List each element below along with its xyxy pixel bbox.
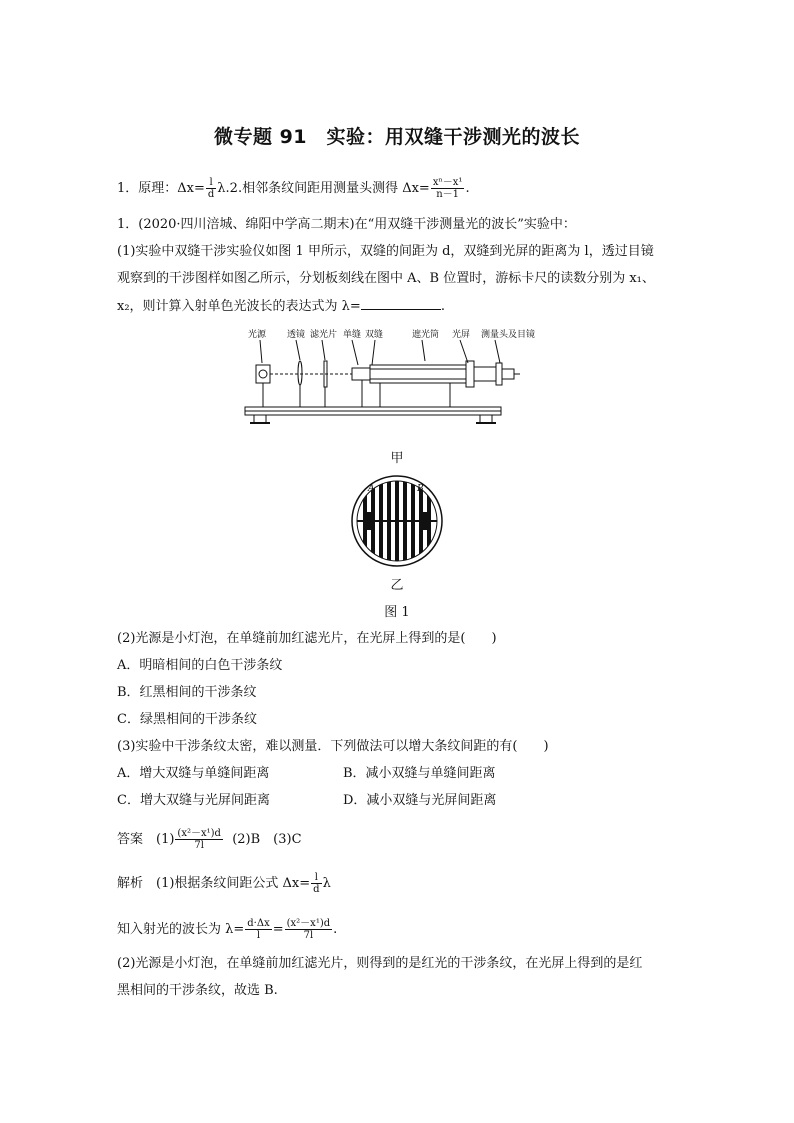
label-double-slit: 双缝: [365, 330, 384, 340]
label-light-source: 光源: [248, 330, 267, 340]
page-title: 微专题 91 实验：用双缝干涉测光的波长: [213, 126, 581, 148]
figure-sublabel-b: 乙: [390, 578, 404, 593]
analysis-fraction-2: $\frac{d\cdot\Delta x}{l}$: [247, 918, 270, 941]
label-filter: 滤光片: [310, 330, 338, 340]
part3-option-a: A．增大双缝与单缝间距离: [117, 766, 270, 781]
mark-a: A: [368, 484, 375, 494]
question-part1-line2: 观察到的干涉图样如图乙所示，分划板刻线在图中 A、B 位置时，游标卡尺的读数分别为 x₁、: [117, 271, 655, 286]
figure-caption: 图 1: [384, 605, 410, 620]
part3-option-b: B．减小双缝与单缝间距离: [343, 766, 496, 781]
part2-option-c: C．绿黑相间的干涉条纹: [117, 712, 257, 727]
part3-option-c: C．增大双缝与光屏间距离: [117, 793, 270, 808]
answer-blank: [361, 297, 441, 310]
question-part3: (3)实验中干涉条纹太密，难以测量．下列做法可以增大条纹间距的有( ): [117, 739, 549, 754]
question-part1-line3: x₂，则计算入射单色光波长的表达式为 λ= .: [117, 299, 445, 314]
answer-line: 答案 (1) $\frac{\text{(x²－x¹)d}}{7l}$ (2)B (3)C: [117, 828, 302, 851]
analysis-part2-line2: 黑相间的干涉条纹，故选 B.: [117, 983, 278, 998]
interference-pattern-figure: [351, 475, 443, 567]
principle-fraction-2: $\frac{\text{xⁿ－x¹}}{n-1}$: [432, 177, 463, 200]
analysis-part2-line1: (2)光源是小灯泡，在单缝前加红滤光片，则得到的是红光的干涉条纹，在光屏上得到的是红: [117, 956, 643, 971]
analysis-fraction-3: $\frac{\text{(x²－x¹)d}}{7l}$: [286, 918, 331, 941]
figure-sublabel-a: 甲: [390, 451, 404, 466]
principle-line: 1．原理：Δx= $\frac{l}{d}$ λ.2.相邻条纹间距用测量头测得 Δx= $\frac{\text{xⁿ－x¹}}{n-1}$ .: [117, 177, 470, 200]
label-tube: 遮光筒: [412, 330, 440, 340]
analysis-line2: 知入射光的波长为 λ= $\frac{d\cdot\Delta x}{l}$ = $\frac{\text{(x²－x¹)d}}{7l}$ .: [117, 918, 338, 941]
principle-fraction-1: $\frac{l}{d}$: [207, 177, 215, 200]
label-measuring-head: 测量头及目镜: [481, 330, 536, 340]
label-screen: 光屏: [452, 330, 471, 340]
part3-option-d: D．减小双缝与光屏间距离: [343, 793, 497, 808]
analysis-fraction-1: $\frac{l}{d}$: [313, 872, 320, 895]
mark-b: B: [417, 484, 424, 494]
principle-prefix: 1．原理：Δx=: [117, 181, 205, 196]
part2-option-b: B．红黑相间的干涉条纹: [117, 685, 257, 700]
answer-fraction: $\frac{\text{(x²－x¹)d}}{7l}$: [177, 828, 221, 851]
part2-option-a: A．明暗相间的白色干涉条纹: [117, 658, 283, 673]
analysis-line1: 解析 (1)根据条纹间距公式 Δx= $\frac{l}{d}$ λ: [117, 872, 331, 895]
label-single-slit: 单缝: [343, 330, 362, 340]
label-lens: 透镜: [287, 330, 306, 340]
apparatus-figure: [240, 325, 540, 440]
question-stem: 1．(2020·四川涪城、绵阳中学高二期末)在“用双缝干涉测量光的波长”实验中：: [117, 217, 576, 232]
question-part1-line1: (1)实验中双缝干涉实验仪如图 1 甲所示，双缝的间距为 d，双缝到光屏的距离为 l，透过目镜: [117, 244, 654, 259]
principle-mid: λ.2.相邻条纹间距用测量头测得 Δx=: [217, 181, 430, 196]
question-part2: (2)光源是小灯泡，在单缝前加红滤光片，在光屏上得到的是( ): [117, 631, 497, 646]
